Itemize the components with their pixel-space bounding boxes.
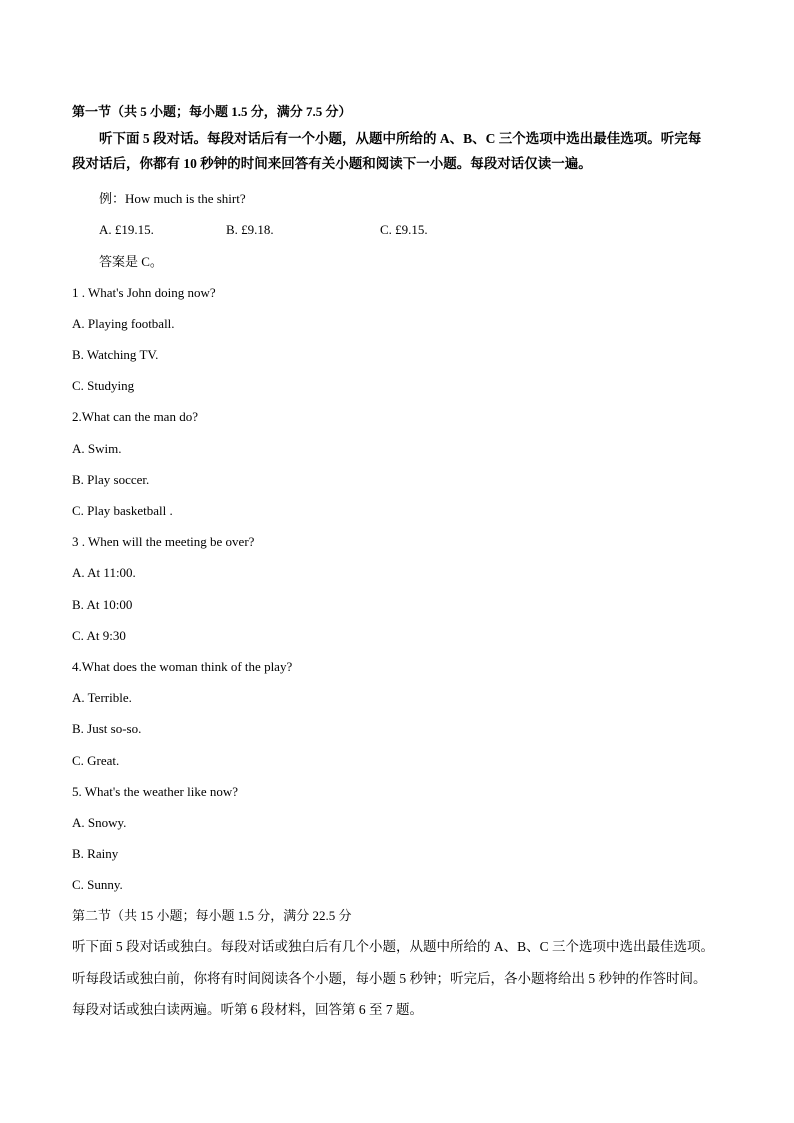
example-option-c: C. £9.15.: [380, 222, 428, 237]
question-5-option-c: C. Sunny.: [72, 877, 123, 892]
question-1-option-a: A. Playing football.: [72, 316, 175, 331]
question-3-stem: 3 . When will the meeting be over?: [72, 534, 255, 549]
question-5-option-b: B. Rainy: [72, 846, 119, 861]
question-2-option-b: B. Play soccer.: [72, 472, 150, 487]
question-2-stem: 2.What can the man do?: [72, 409, 198, 424]
section2-header: 第二节（共 15 小题；每小题 1.5 分，满分 22.5 分: [72, 908, 352, 923]
section2-instruction-line3: 每段对话或独白读两遍。听第 6 段材料，回答第 6 至 7 题。: [72, 1002, 423, 1017]
example-option-b: B. £9.18.: [226, 222, 274, 237]
example-question: 例：How much is the shirt?: [99, 191, 246, 206]
example-option-a: A. £19.15.: [99, 222, 154, 237]
question-4-option-b: B. Just so-so.: [72, 721, 142, 736]
question-4-option-c: C. Great.: [72, 753, 120, 768]
example-answer: 答案是 C。: [99, 254, 163, 269]
question-1-option-c: C. Studying: [72, 378, 135, 393]
section1-instruction-line2: 段对话后，你都有 10 秒钟的时间来回答有关小题和阅读下一小题。每段对话仅读一遍。: [72, 156, 592, 171]
question-3-option-a: A. At 11:00.: [72, 565, 136, 580]
question-2-option-c: C. Play basketball .: [72, 503, 173, 518]
question-3-option-b: B. At 10:00: [72, 597, 133, 612]
question-3-option-c: C. At 9:30: [72, 628, 126, 643]
section1-instruction-line1: 听下面 5 段对话。每段对话后有一个小题，从题中所给的 A、B、C 三个选项中选出最佳选项。听完每: [99, 131, 702, 146]
question-4-stem: 4.What does the woman think of the play?: [72, 659, 293, 674]
section2-instruction-line2: 听每段话或独白前，你将有时间阅读各个小题，每小题 5 秒钟；听完后，各小题将给出 5 秒钟的作答时间。: [72, 971, 707, 986]
section1-header: 第一节（共 5 小题；每小题 1.5 分，满分 7.5 分）: [72, 104, 352, 119]
question-5-option-a: A. Snowy.: [72, 815, 127, 830]
question-2-option-a: A. Swim.: [72, 441, 122, 456]
example-options: [99, 222, 599, 238]
question-1-option-b: B. Watching TV.: [72, 347, 159, 362]
question-4-option-a: A. Terrible.: [72, 690, 132, 705]
question-5-stem: 5. What's the weather like now?: [72, 784, 238, 799]
section2-instruction-line1: 听下面 5 段对话或独白。每段对话或独白后有几个小题，从题中所给的 A、B、C 三个选项中选出最佳选项。: [72, 939, 715, 954]
question-1-stem: 1 . What's John doing now?: [72, 285, 216, 300]
